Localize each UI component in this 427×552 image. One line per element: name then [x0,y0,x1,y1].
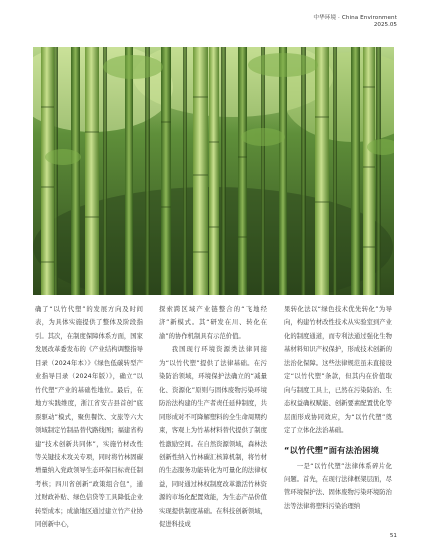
bamboo-forest-photo [33,47,394,295]
body-paragraph: 我国现行环境资源类法律同接为“以竹代塑”提供了法律基础。在污染防治领域，环境保护法确立的“减量化、资源化”原则与固体废物污染环境防治法构建的生产者责任延伸制度，共同形成对不可降解塑料的全生命周期约束，客观上为竹基材料替代提供了制度性激励空间。在自然资源领域，森林法创新性纳入竹林碳汇核算机制，将竹材的生态服务功能转化为可量化的法律权益，同时通过林权制度改革激活竹林资源的市场化配置效能，为生态产品价值实现提供制度基础。在科技创新领域，促进科技成 [159,346,267,529]
body-paragraph: 一是“以竹代塑”法律体系碎片化问题。首先，在现行法律框架层面，尽管环境保护法、固体废物污染环境防治法等法律将塑料污染治理纳 [284,462,392,510]
running-head [313,13,397,28]
magazine-name: 中华环境 · China Environment [313,15,397,21]
text-column-2 [159,303,267,532]
body-paragraph: 探索跨区域产业链整合的“飞地经济”新模式。其“研发在川、转化在渝”的协作机制具有示范价值。 [159,306,267,340]
section-heading: “以竹代塑”面有法治困境 [284,444,380,455]
issue-date: 2025.05 [373,22,397,28]
text-column-3 [284,303,392,513]
text-column-1 [35,303,143,532]
page-number: 51 [389,533,397,539]
body-paragraph: 果转化法以“绿色技术优先转化”为导向，构建竹材改性技术从实验室到产业化的制度通道，而专利法通过强化生物基材料知识产权保护，形成技术创新的法治化保障。这些法律规范虽未直接设定“以竹代塑”条款，但其内在价值取向与制度工具上，已然在污染防治、生态权益确权赋能、创新要素配置优化等层面形成协同效应，为“以竹代塑”奠定了立体化法治基础。 [284,306,392,435]
body-paragraph: 确了“以竹代塑”的发展方向及时间表，为具体实施提供了整体及阶段指引。其次，在制度保障体系方面，国家发展改革委发布的《产业结构调整指导目录（2024年本）》《绿色低碳转型产业指导目录（2024年版）》，确立“以竹代塑”产业的基础性地位。最后，在地方实践维度，浙江省安吉县首创“底票驱动”模式，聚焦餐饮、文旅等六大领域制定竹制品替代路线图；福建省构建“技术创新共同体”，实施竹材改性等关键技术攻关专项，同时将竹林固碳增量纳入党政领导生态环保目标责任制考核；四川省创新“政策组合包”，通过财政补贴、绿色信贷等工具降低企业转型成本；成渝地区通过建立竹产业协同创新中心， [35,306,143,529]
